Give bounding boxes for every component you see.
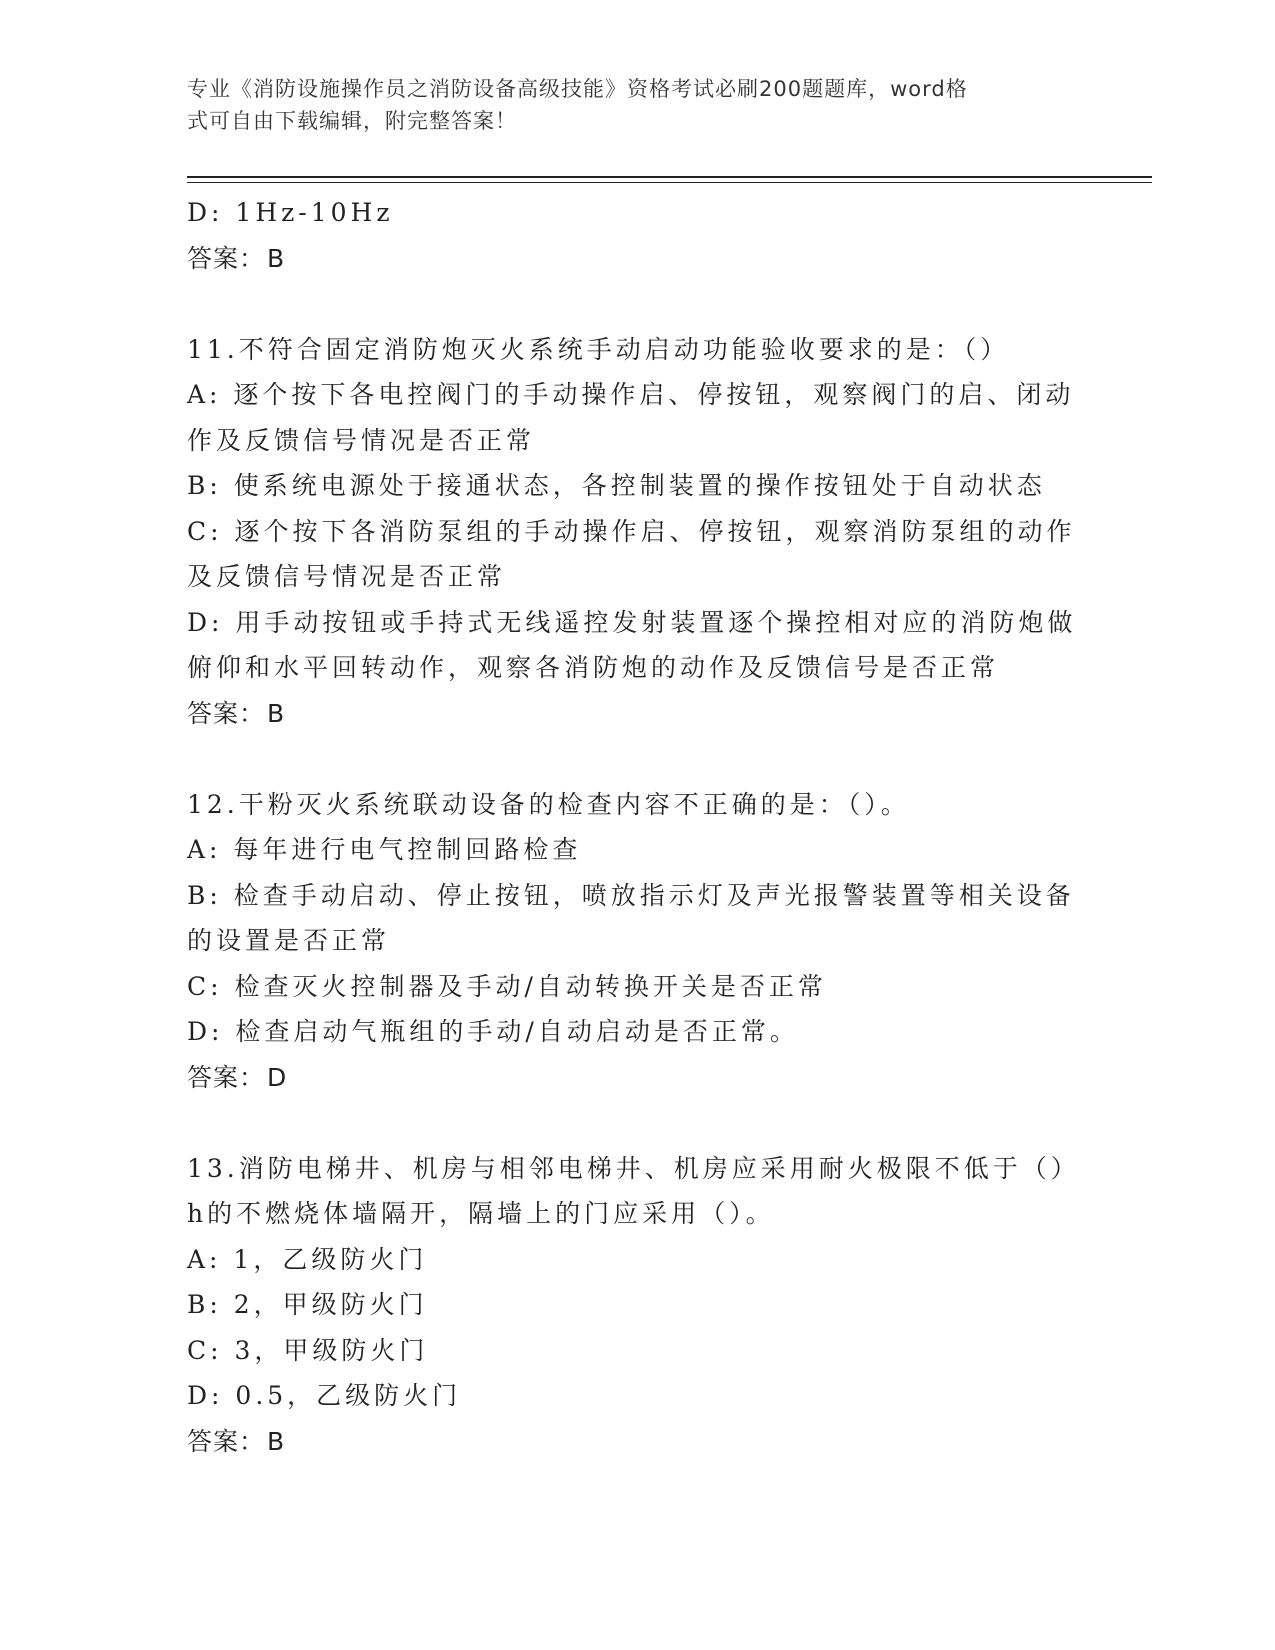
- answer-line: [187, 1055, 1087, 1101]
- option-d: D: 检查启动气瓶组的手动/自动启动是否正常。: [187, 1017, 799, 1046]
- option-c: C: 3，甲级防火门: [187, 1335, 429, 1365]
- option-b: B: 2，甲级防火门: [187, 1290, 428, 1319]
- option-b: B: 检查手动启动、停止按钮，喷放指示灯及声光报警装置等相关设备: [187, 880, 1075, 910]
- option-b-continued: 的设置是否正常: [187, 926, 391, 955]
- option-a-continued: 作及反馈信号情况是否正常: [187, 425, 536, 455]
- answer-label: 答案：: [187, 1426, 266, 1456]
- header-line-1: 专业《消防设施操作员之消防设备高级技能》资格考试必刷200题题库，word格: [187, 77, 968, 101]
- option-b: B: 使系统电源处于接通状态，各控制装置的操作按钮处于自动状态: [187, 471, 1046, 500]
- header-line-2: 式可自由下载编辑，附完整答案！: [187, 109, 517, 133]
- option-d-continued: 俯仰和水平回转动作，观察各消防炮的动作及反馈信号是否正常: [187, 653, 1000, 682]
- spacer: [187, 1100, 1087, 1146]
- question-stem-continued: h的不燃烧体墙隔开，隔墙上的门应采用（）。: [187, 1199, 775, 1228]
- question-stem: 13.消防电梯井、机房与相邻电梯井、机房应采用耐火极限不低于（）: [187, 1153, 1080, 1183]
- answer-line: [187, 1419, 1087, 1465]
- question-12: [187, 782, 1087, 1101]
- answer-label: 答案：: [187, 1062, 266, 1092]
- header-divider-thick: [187, 176, 1152, 178]
- answer-value: D: [267, 1062, 288, 1092]
- header-divider-thin: [187, 182, 1152, 183]
- option-a: A: 1，乙级防火门: [187, 1244, 428, 1274]
- question-content: [187, 190, 1087, 1464]
- option-c: C: 检查灭火控制器及手动/自动转换开关是否正常: [187, 971, 827, 1001]
- option-d: D: 0.5，乙级防火门: [187, 1381, 462, 1410]
- answer-line: [187, 236, 1087, 282]
- option-c-continued: 及反馈信号情况是否正常: [187, 562, 507, 591]
- option-a: A: 每年进行电气控制回路检查: [187, 835, 582, 864]
- document-header: [187, 73, 1067, 137]
- answer-value: B: [267, 243, 286, 273]
- answer-value: B: [267, 698, 286, 728]
- option-d: D: 用手动按钮或手持式无线遥控发射装置逐个操控相对应的消防炮做: [187, 607, 1077, 637]
- answer-label: 答案：: [187, 243, 266, 273]
- question-10-tail: [187, 190, 1087, 281]
- question-13: [187, 1146, 1087, 1465]
- question-11: [187, 327, 1087, 737]
- spacer: [187, 736, 1087, 782]
- answer-line: [187, 691, 1087, 737]
- answer-value: B: [267, 1426, 286, 1456]
- question-stem: 11.不符合固定消防炮灭火系统手动启动功能验收要求的是：（）: [187, 334, 1010, 364]
- answer-label: 答案：: [187, 698, 266, 728]
- question-stem: 12.干粉灭火系统联动设备的检查内容不正确的是：（）。: [187, 789, 910, 819]
- spacer: [187, 281, 1087, 327]
- option-c: C: 逐个按下各消防泵组的手动操作启、停按钮，观察消防泵组的动作: [187, 516, 1076, 546]
- option-a: A: 逐个按下各电控阀门的手动操作启、停按钮，观察阀门的启、闭动: [187, 380, 1075, 409]
- option-d: D: 1Hz-10Hz: [187, 198, 394, 227]
